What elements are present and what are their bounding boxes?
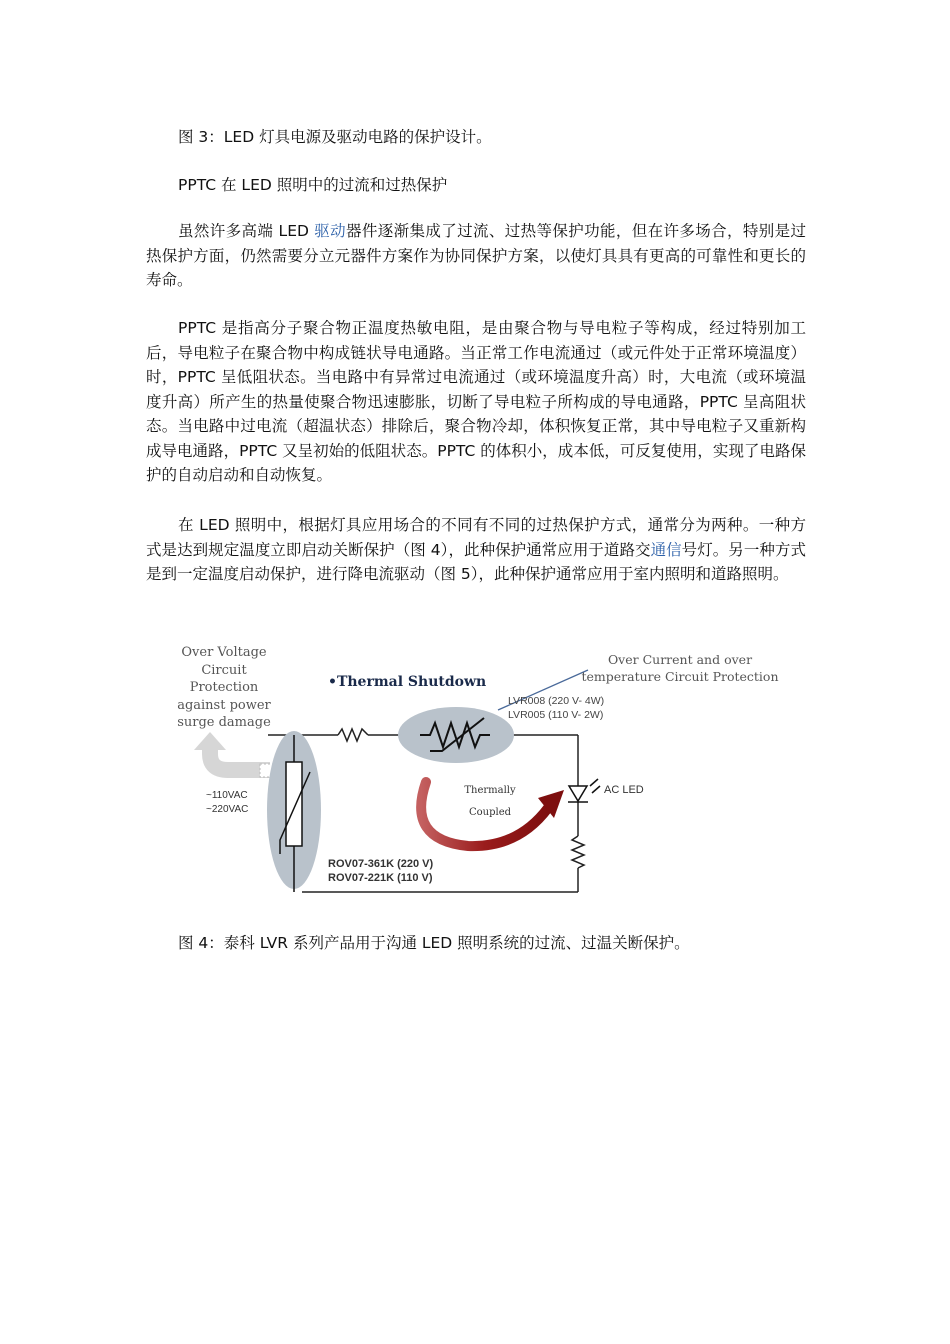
paragraph-1-text-b: 器件逐渐集成了过流、过热等保护功能，但在许多场合，特别是过热保护方面，仍然需要分立元器件方案作为协同保护方案，以使灯具具有更高的可靠性和更长的寿命。 [146,222,806,289]
resistor-icon [338,729,368,741]
paragraph-3-text-b: 号灯。另一种方式是到一定温度启动保护，进行降电流驱动（图 5），此种保护通常应用于室内照明和道路照明。 [146,540,806,583]
rov-line-1: ROV07-361K (220 V) [328,858,434,870]
over-current-line-2: temperature Circuit Protection [581,669,779,684]
ac-voltage-labels [206,790,248,815]
led-icon [568,779,600,802]
over-voltage-line-1: Over Voltage [181,645,267,660]
thermal-shutdown-label: •Thermal Shutdown [328,674,487,690]
grey-arrow-icon [194,732,280,777]
lvr-labels [508,695,604,721]
paragraph-3-link[interactable]: 通信 [650,540,682,559]
rov-line-2: ROV07-221K (110 V) [328,872,433,884]
ac-led-label: AC LED [604,784,644,796]
paragraph-1 [146,219,806,293]
section-heading: PPTC 在 LED 照明中的过流和过热保护 [178,176,448,194]
voltage-220: ~220VAC [206,804,249,815]
paragraph-3 [146,513,806,587]
paragraph-1-text-a: 虽然许多高端 LED [178,222,315,240]
paragraph-3-text-a: 在 LED 照明中，根据灯具应用场合的不同有不同的过热保护方式，通常分为两种。一种方式是达到规定温度立即启动关断保护（图 4），此种保护通常应用于道路交 [146,516,806,559]
over-current-line-1: Over Current and over [607,652,753,667]
thermally-line-2: Coupled [468,807,512,818]
paragraph-2: PPTC 是指高分子聚合物正温度热敏电阻，是由聚合物与导电粒子等构成，经过特别加工后，导电粒子在聚合物中构成链状导电通路。当正常工作电流通过（或元件处于正常环境温度）时，PPTC 呈低阻状态。当电路中有异常过电流通过（或环境温度升高）时，大电流（或环境温度升高）所产生的热量使聚合物迅速膨胀，切断了导电粒子所构成的导电通路，PPTC 呈高阻状态。当电路中过电流（超温状态）排除后，聚合物冷却，体积恢复正常，其中导电粒子又重新构成导电通路，PPTC 又呈初始的低阻状态。PPTC 的体积小，成本低，可反复使用，实现了电路保护的自动启动和自动恢复。 [146,319,806,484]
figure-4-circuit-diagram [168,640,788,902]
paragraph-1-link[interactable]: 驱动 [314,222,346,240]
lvr-line-1: LVR008 (220 V- 4W) [508,695,605,707]
lvr-line-2: LVR005 (110 V- 2W) [508,709,604,721]
figure-4-caption: 图 4：泰科 LVR 系列产品用于沟通 LED 照明系统的过流、过温关断保护。 [178,934,690,952]
over-voltage-line-3: Protection [189,680,259,695]
over-voltage-line-4: against power [177,698,271,713]
over-current-label [581,652,778,684]
thermally-line-1: Thermally [464,785,516,796]
over-voltage-label [177,645,271,730]
over-voltage-line-2: Circuit [201,663,247,678]
thermally-coupled-label [464,785,516,818]
voltage-110: ~110VAC [206,790,248,801]
load-resistor-icon [572,836,584,868]
over-voltage-line-5: surge damage [177,715,271,730]
figure-3-caption: 图 3：LED 灯具电源及驱动电路的保护设计。 [178,128,492,146]
rov-labels [328,858,433,884]
